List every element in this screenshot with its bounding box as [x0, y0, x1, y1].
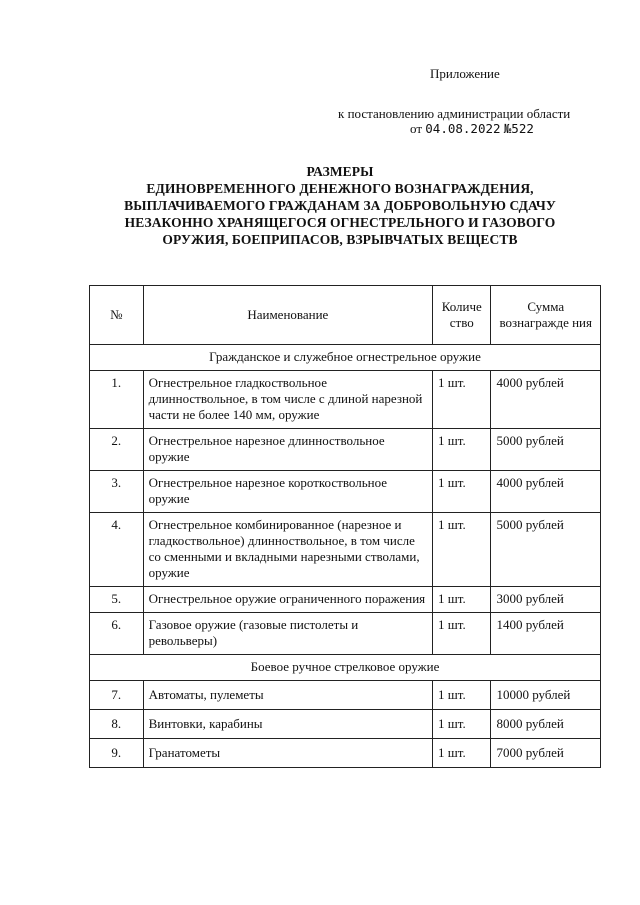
table-row	[90, 471, 601, 513]
row-amount: 5000 рублей	[491, 429, 601, 471]
row-quantity: 1 шт.	[433, 429, 491, 471]
document-title	[60, 163, 620, 248]
decree-date: 04.08.2022	[425, 121, 501, 136]
table-row	[90, 587, 601, 613]
row-quantity: 1 шт.	[433, 513, 491, 587]
decree-reference: к постановлению администрации области	[338, 106, 571, 121]
table-header-row	[90, 286, 601, 345]
row-number: 4.	[90, 513, 144, 587]
section-title: Гражданское и служебное огнестрельное оружие	[90, 345, 601, 371]
row-amount: 7000 рублей	[491, 739, 601, 768]
row-name: Газовое оружие (газовые пистолеты и револьверы)	[143, 613, 432, 655]
row-number: 8.	[90, 710, 144, 739]
row-name: Огнестрельное нарезное длинноствольное оружие	[143, 429, 432, 471]
row-name: Гранатометы	[143, 739, 432, 768]
table-row	[90, 710, 601, 739]
row-name: Автоматы, пулеметы	[143, 681, 432, 710]
row-number: 3.	[90, 471, 144, 513]
row-number: 6.	[90, 613, 144, 655]
header-name: Наименование	[143, 286, 432, 345]
table-row	[90, 739, 601, 768]
title-line: РАЗМЕРЫ	[306, 164, 374, 179]
header-sum: Сумма вознагражде ния	[491, 286, 601, 345]
decree-date-number	[410, 121, 534, 137]
section-row	[90, 655, 601, 681]
row-name: Огнестрельное гладкоствольное длинноствольное, в том числе с длиной нарезной части не более 140 мм, оружие	[143, 371, 432, 429]
row-quantity: 1 шт.	[433, 371, 491, 429]
row-quantity: 1 шт.	[433, 613, 491, 655]
title-line: ОРУЖИЯ, БОЕПРИПАСОВ, ВЗРЫВЧАТЫХ ВЕЩЕСТВ	[162, 232, 518, 247]
row-amount: 1400 рублей	[491, 613, 601, 655]
row-number: 7.	[90, 681, 144, 710]
row-amount: 8000 рублей	[491, 710, 601, 739]
title-line: НЕЗАКОННО ХРАНЯЩЕГОСЯ ОГНЕСТРЕЛЬНОГО И ГАЗОВОГО	[124, 215, 556, 230]
decree-from-label: от	[410, 121, 423, 136]
rewards-table	[89, 285, 601, 768]
row-number: 5.	[90, 587, 144, 613]
decree-number: №522	[503, 121, 534, 136]
row-amount: 4000 рублей	[491, 471, 601, 513]
row-quantity: 1 шт.	[433, 710, 491, 739]
row-name: Огнестрельное оружие ограниченного поражения	[143, 587, 432, 613]
title-line: ЕДИНОВРЕМЕННОГО ДЕНЕЖНОГО ВОЗНАГРАЖДЕНИЯ,	[146, 181, 534, 196]
section-row	[90, 345, 601, 371]
table-row	[90, 429, 601, 471]
row-name: Огнестрельное нарезное короткоствольное оружие	[143, 471, 432, 513]
row-quantity: 1 шт.	[433, 739, 491, 768]
table-row	[90, 371, 601, 429]
row-name: Огнестрельное комбинированное (нарезное и гладкоствольное) длинноствольное, в том числе со сменными и вкладными нарезными стволами, оружие	[143, 513, 432, 587]
row-amount: 3000 рублей	[491, 587, 601, 613]
header-num: №	[90, 286, 144, 345]
section-title: Боевое ручное стрелковое оружие	[90, 655, 601, 681]
row-amount: 4000 рублей	[491, 371, 601, 429]
row-number: 9.	[90, 739, 144, 768]
row-quantity: 1 шт.	[433, 471, 491, 513]
row-quantity: 1 шт.	[433, 681, 491, 710]
row-name: Винтовки, карабины	[143, 710, 432, 739]
header-qty: Количе ство	[433, 286, 491, 345]
table-row	[90, 513, 601, 587]
row-number: 2.	[90, 429, 144, 471]
table-row	[90, 681, 601, 710]
table-row	[90, 613, 601, 655]
table-body	[90, 345, 601, 768]
title-line: ВЫПЛАЧИВАЕМОГО ГРАЖДАНАМ ЗА ДОБРОВОЛЬНУЮ СДАЧУ	[124, 198, 556, 213]
row-amount: 5000 рублей	[491, 513, 601, 587]
row-amount: 10000 рублей	[491, 681, 601, 710]
row-number: 1.	[90, 371, 144, 429]
row-quantity: 1 шт.	[433, 587, 491, 613]
appendix-label: Приложение	[430, 66, 500, 81]
